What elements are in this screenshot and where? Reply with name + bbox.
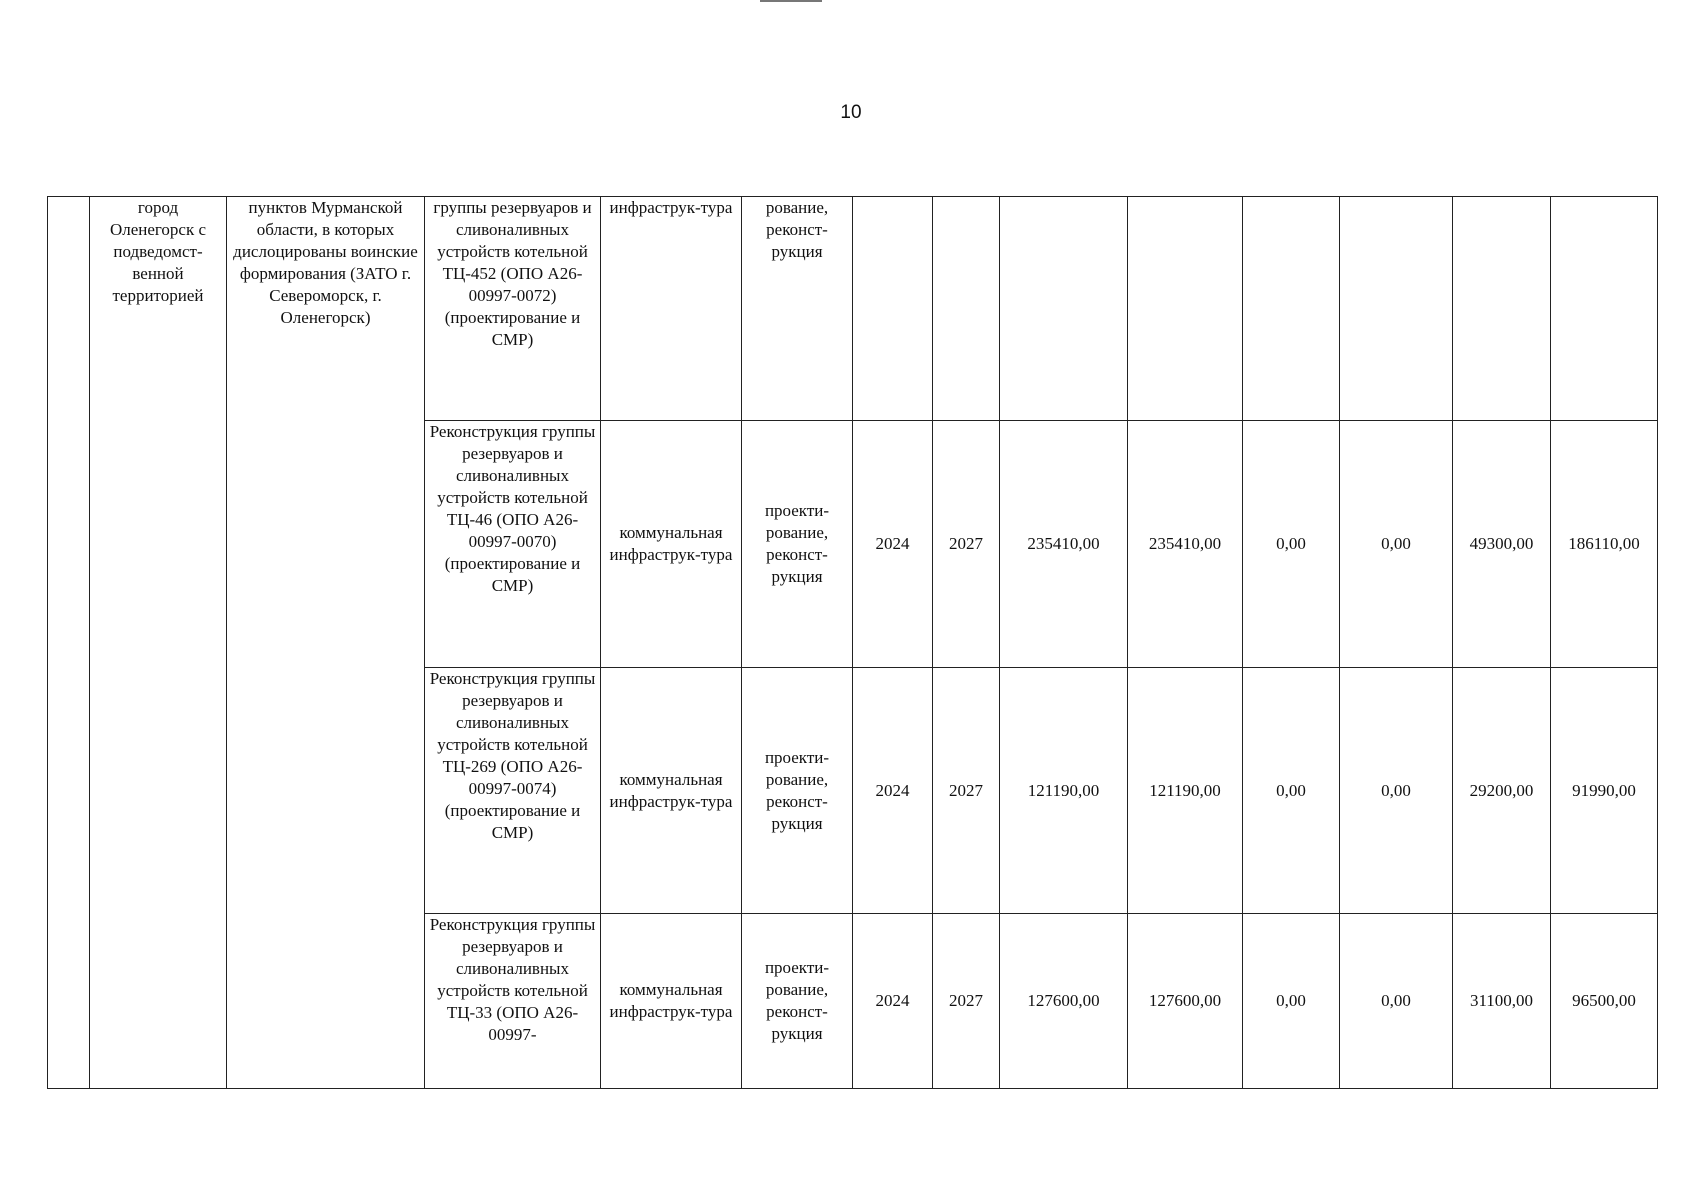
start-year-cell: 2024 xyxy=(853,668,933,914)
end-year-cell: 2027 xyxy=(933,421,1000,668)
category-cell: инфраструк-тура xyxy=(601,197,742,421)
sum-cell: 127600,00 xyxy=(1128,914,1243,1089)
other-sources-cell: 96500,00 xyxy=(1551,914,1658,1089)
page-number: 10 xyxy=(840,102,862,123)
other-sources-cell: 91990,00 xyxy=(1551,668,1658,914)
start-year-cell: 2024 xyxy=(853,421,933,668)
sum-cell: 121190,00 xyxy=(1128,668,1243,914)
regional-budget-cell xyxy=(1340,197,1453,421)
total-cost-cell: 235410,00 xyxy=(1000,421,1128,668)
federal-budget-cell xyxy=(1243,197,1340,421)
total-cost-cell xyxy=(1000,197,1128,421)
work-type-cell: рование, реконст-рукция xyxy=(742,197,853,421)
work-type-cell: проекти-рование, реконст-рукция xyxy=(742,668,853,914)
total-cost-cell: 127600,00 xyxy=(1000,914,1128,1089)
start-year-cell xyxy=(853,197,933,421)
category-cell: коммунальная инфраструк-тура xyxy=(601,668,742,914)
work-type-cell: проекти-рование, реконст-рукция xyxy=(742,421,853,668)
end-year-cell: 2027 xyxy=(933,914,1000,1089)
sum-cell: 235410,00 xyxy=(1128,421,1243,668)
other-sources-cell xyxy=(1551,197,1658,421)
end-year-cell xyxy=(933,197,1000,421)
municipal-budget-cell: 29200,00 xyxy=(1453,668,1551,914)
regional-budget-cell: 0,00 xyxy=(1340,421,1453,668)
page-top-mark xyxy=(760,0,822,2)
total-cost-cell: 121190,00 xyxy=(1000,668,1128,914)
municipal-budget-cell: 31100,00 xyxy=(1453,914,1551,1089)
table-row xyxy=(48,197,1658,421)
municipal-budget-cell: 49300,00 xyxy=(1453,421,1551,668)
end-year-cell: 2027 xyxy=(933,668,1000,914)
regional-budget-cell: 0,00 xyxy=(1340,668,1453,914)
object-cell: группы резервуаров и сливоналивных устройств котельной ТЦ-452 (ОПО А26-00997-0072) (проектирование и СМР) xyxy=(425,197,601,421)
federal-budget-cell: 0,00 xyxy=(1243,668,1340,914)
sum-cell xyxy=(1128,197,1243,421)
investment-table xyxy=(47,196,1658,1089)
other-sources-cell: 186110,00 xyxy=(1551,421,1658,668)
category-cell: коммунальная инфраструк-тура xyxy=(601,421,742,668)
municipality-cell: город Оленегорск с подведомст-венной территорией xyxy=(90,197,227,1089)
federal-budget-cell: 0,00 xyxy=(1243,914,1340,1089)
row-number-cell xyxy=(48,197,90,1089)
category-cell: коммунальная инфраструк-тура xyxy=(601,914,742,1089)
municipal-budget-cell xyxy=(1453,197,1551,421)
start-year-cell: 2024 xyxy=(853,914,933,1089)
regional-budget-cell: 0,00 xyxy=(1340,914,1453,1089)
object-cell: Реконструкция группы резервуаров и сливоналивных устройств котельной ТЦ-33 (ОПО А26-00997- xyxy=(425,914,601,1089)
work-type-cell: проекти-рование, реконст-рукция xyxy=(742,914,853,1089)
object-cell: Реконструкция группы резервуаров и сливоналивных устройств котельной ТЦ-46 (ОПО А26-00997-0070) (проектирование и СМР) xyxy=(425,421,601,668)
program-cell: пунктов Мурманской области, в которых дислоцированы воинские формирования (ЗАТО г. Североморск, г. Оленегорск) xyxy=(227,197,425,1089)
object-cell: Реконструкция группы резервуаров и сливоналивных устройств котельной ТЦ-269 (ОПО А26-00997-0074) (проектирование и СМР) xyxy=(425,668,601,914)
federal-budget-cell: 0,00 xyxy=(1243,421,1340,668)
